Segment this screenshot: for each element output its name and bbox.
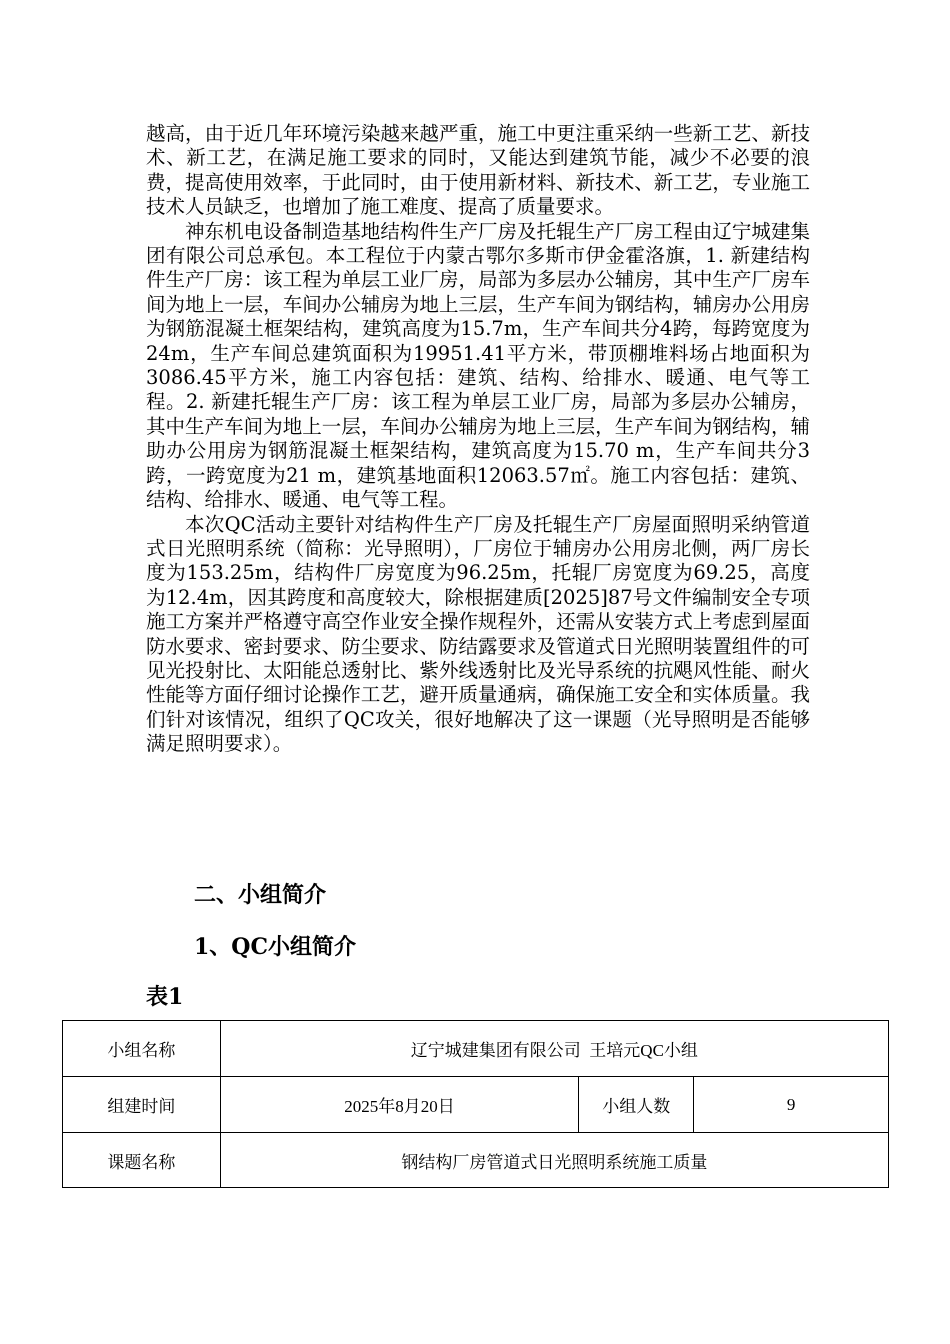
section-heading: 二、小组简介 bbox=[194, 882, 327, 908]
paragraph-qc-activity: 本次QC活动主要针对结构件生产厂房及托辊生产厂房屋面照明采纳管道式日光照明系统（简称：光导照明），厂房位于辅房办公用房北侧，两厂房长度为153.25m，结构件厂房宽度为96.25m，托辊厂房宽度为69.25，高度为12.4m，因其跨度和高度较大，除根据建质[2025]87号文件编制安全专项施工方案并严格遵守高空作业安全操作规程外，还需从安装方式上考虑到屋面防水要求、密封要求、防尘要求、防结露要求及管道式日光照明装置组件的可见光投射比、太阳能总透射比、紫外线透射比及光导系统的抗飓风性能、耐火性能等方面仔细讨论操作工艺，避开质量通病，确保施工安全和实体质量。我们针对该情况，组织了QC攻关，很好地解决了这一课题（光导照明是否能够满足照明要求）。 bbox=[146, 512, 810, 756]
table-row bbox=[63, 1077, 889, 1133]
body-text bbox=[146, 122, 810, 757]
founded-date-label: 组建时间 bbox=[63, 1077, 221, 1133]
member-count-value: 9 bbox=[694, 1077, 889, 1133]
topic-label: 课题名称 bbox=[63, 1133, 221, 1188]
table-caption: 表1 bbox=[146, 984, 184, 1010]
qc-group-info-table bbox=[62, 1020, 889, 1188]
topic-value: 钢结构厂房管道式日光照明系统施工质量 bbox=[220, 1133, 888, 1188]
group-name-value: 辽宁城建集团有限公司 王培元QC小组 bbox=[220, 1021, 888, 1077]
paragraph-project-overview: 神东机电设备制造基地结构件生产厂房及托辊生产厂房工程由辽宁城建集团有限公司总承包。本工程位于内蒙古鄂尔多斯市伊金霍洛旗，1. 新建结构件生产厂房：该工程为单层工业厂房，局部为多层办公辅房，其中生产厂房车间为地上一层，车间办公辅房为地上三层，生产车间为钢结构，辅房办公用房为钢筋混凝土框架结构，建筑高度为15.7m，生产车间共分4跨，每跨宽度为24m，生产车间总建筑面积为19951.41平方米，带顶棚堆料场占地面积为3086.45平方米，施工内容包括：建筑、结构、给排水、暖通、电气等工程。2. 新建托辊生产厂房：该工程为单层工业厂房，局部为多层办公辅房，其中生产车间为地上一层，车间办公辅房为地上三层，生产车间为钢结构，辅助办公用房为钢筋混凝土框架结构，建筑高度为15.70 m，生产车间共分3跨，一跨宽度为21 m，建筑基地面积12063.57㎡。施工内容包括：建筑、结构、给排水、暖通、电气等工程。 bbox=[146, 219, 810, 512]
founded-date-value: 2025年8月20日 bbox=[220, 1077, 579, 1133]
table-row bbox=[63, 1133, 889, 1188]
subsection-heading: 1、QC小组简介 bbox=[194, 934, 356, 960]
group-name-label: 小组名称 bbox=[63, 1021, 221, 1077]
member-count-label: 小组人数 bbox=[579, 1077, 694, 1133]
paragraph-intro-continuation: 越高，由于近几年环境污染越来越严重，施工中更注重采纳一些新工艺、新技术、新工艺，在满足施工要求的同时，又能达到建筑节能，减少不必要的浪费，提高使用效率，于此同时，由于使用新材料、新技术、新工艺，专业施工技术人员缺乏，也增加了施工难度、提高了质量要求。 bbox=[146, 122, 810, 219]
table-row bbox=[63, 1021, 889, 1077]
